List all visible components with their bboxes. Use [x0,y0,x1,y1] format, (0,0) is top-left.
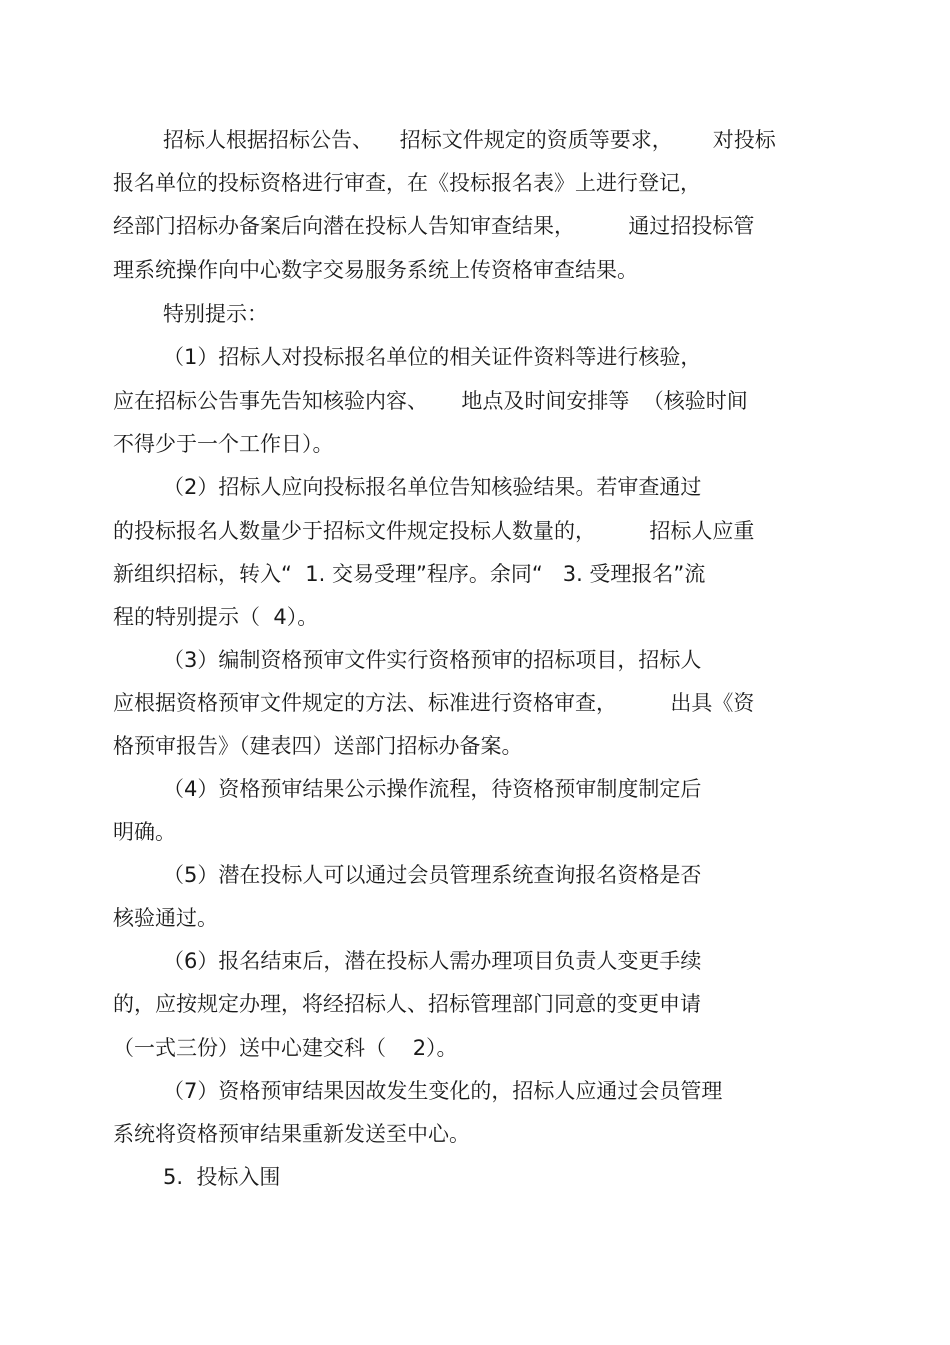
text-line-6: （1）招标人对投标报名单位的相关证件资料等进行核验， [163,345,702,369]
text-line-9: （2）招标人应向投标报名单位告知核验结果。若审查通过 [163,475,702,499]
text-line-11: 新组织招标，转入“ 1. 交易受理”程序。余同“ 3. 受理报名”流 [113,562,706,586]
text-line-21: 的，应按规定办理，将经招标人、招标管理部门同意的变更申请 [113,992,701,1016]
text-line-special-note: 特别提示： [163,302,268,326]
text-line-18: （5）潜在投标人可以通过会员管理系统查询报名资格是否 [163,863,702,887]
text-line-23: （7）资格预审结果因故发生变化的，招标人应通过会员管理 [163,1079,723,1103]
text-line-13: （3）编制资格预审文件实行资格预审的招标项目，招标人 [163,648,702,672]
text-line-1: 招标人根据招标公告、 招标文件规定的资质等要求， 对投标 [163,128,776,152]
text-line-7: 应在招标公告事先告知核验内容、 地点及时间安排等 （核验时间 [113,389,748,413]
text-line-16: （4）资格预审结果公示操作流程，待资格预审制度制定后 [163,777,702,801]
text-line-4: 理系统操作向中心数字交易服务系统上传资格审查结果。 [113,258,638,282]
text-line-14: 应根据资格预审文件规定的方法、标准进行资格审查， 出具《资 [113,691,755,715]
text-line-8: 不得少于一个工作日）。 [113,432,334,456]
text-line-10: 的投标报名人数量少于招标文件规定投标人数量的， 招标人应重 [113,519,755,543]
text-line-22: （一式三份）送中心建交科（ 2）。 [113,1036,458,1060]
text-line-17: 明确。 [113,820,176,844]
text-line-24: 系统将资格预审结果重新发送至中心。 [113,1122,470,1146]
text-line-20: （6）报名结束后，潜在投标人需办理项目负责人变更手续 [163,949,702,973]
text-line-12: 程的特别提示（ 4）。 [113,605,319,629]
text-line-19: 核验通过。 [113,906,218,930]
text-line-2: 报名单位的投标资格进行审查，在《投标报名表》上进行登记， [113,171,701,195]
section-heading-5: 5. 投标入围 [163,1165,281,1189]
text-line-15: 格预审报告》（建表四）送部门招标办备案。 [113,734,523,758]
text-line-3: 经部门招标办备案后向潜在投标人告知审查结果， 通过招投标管 [113,214,755,238]
